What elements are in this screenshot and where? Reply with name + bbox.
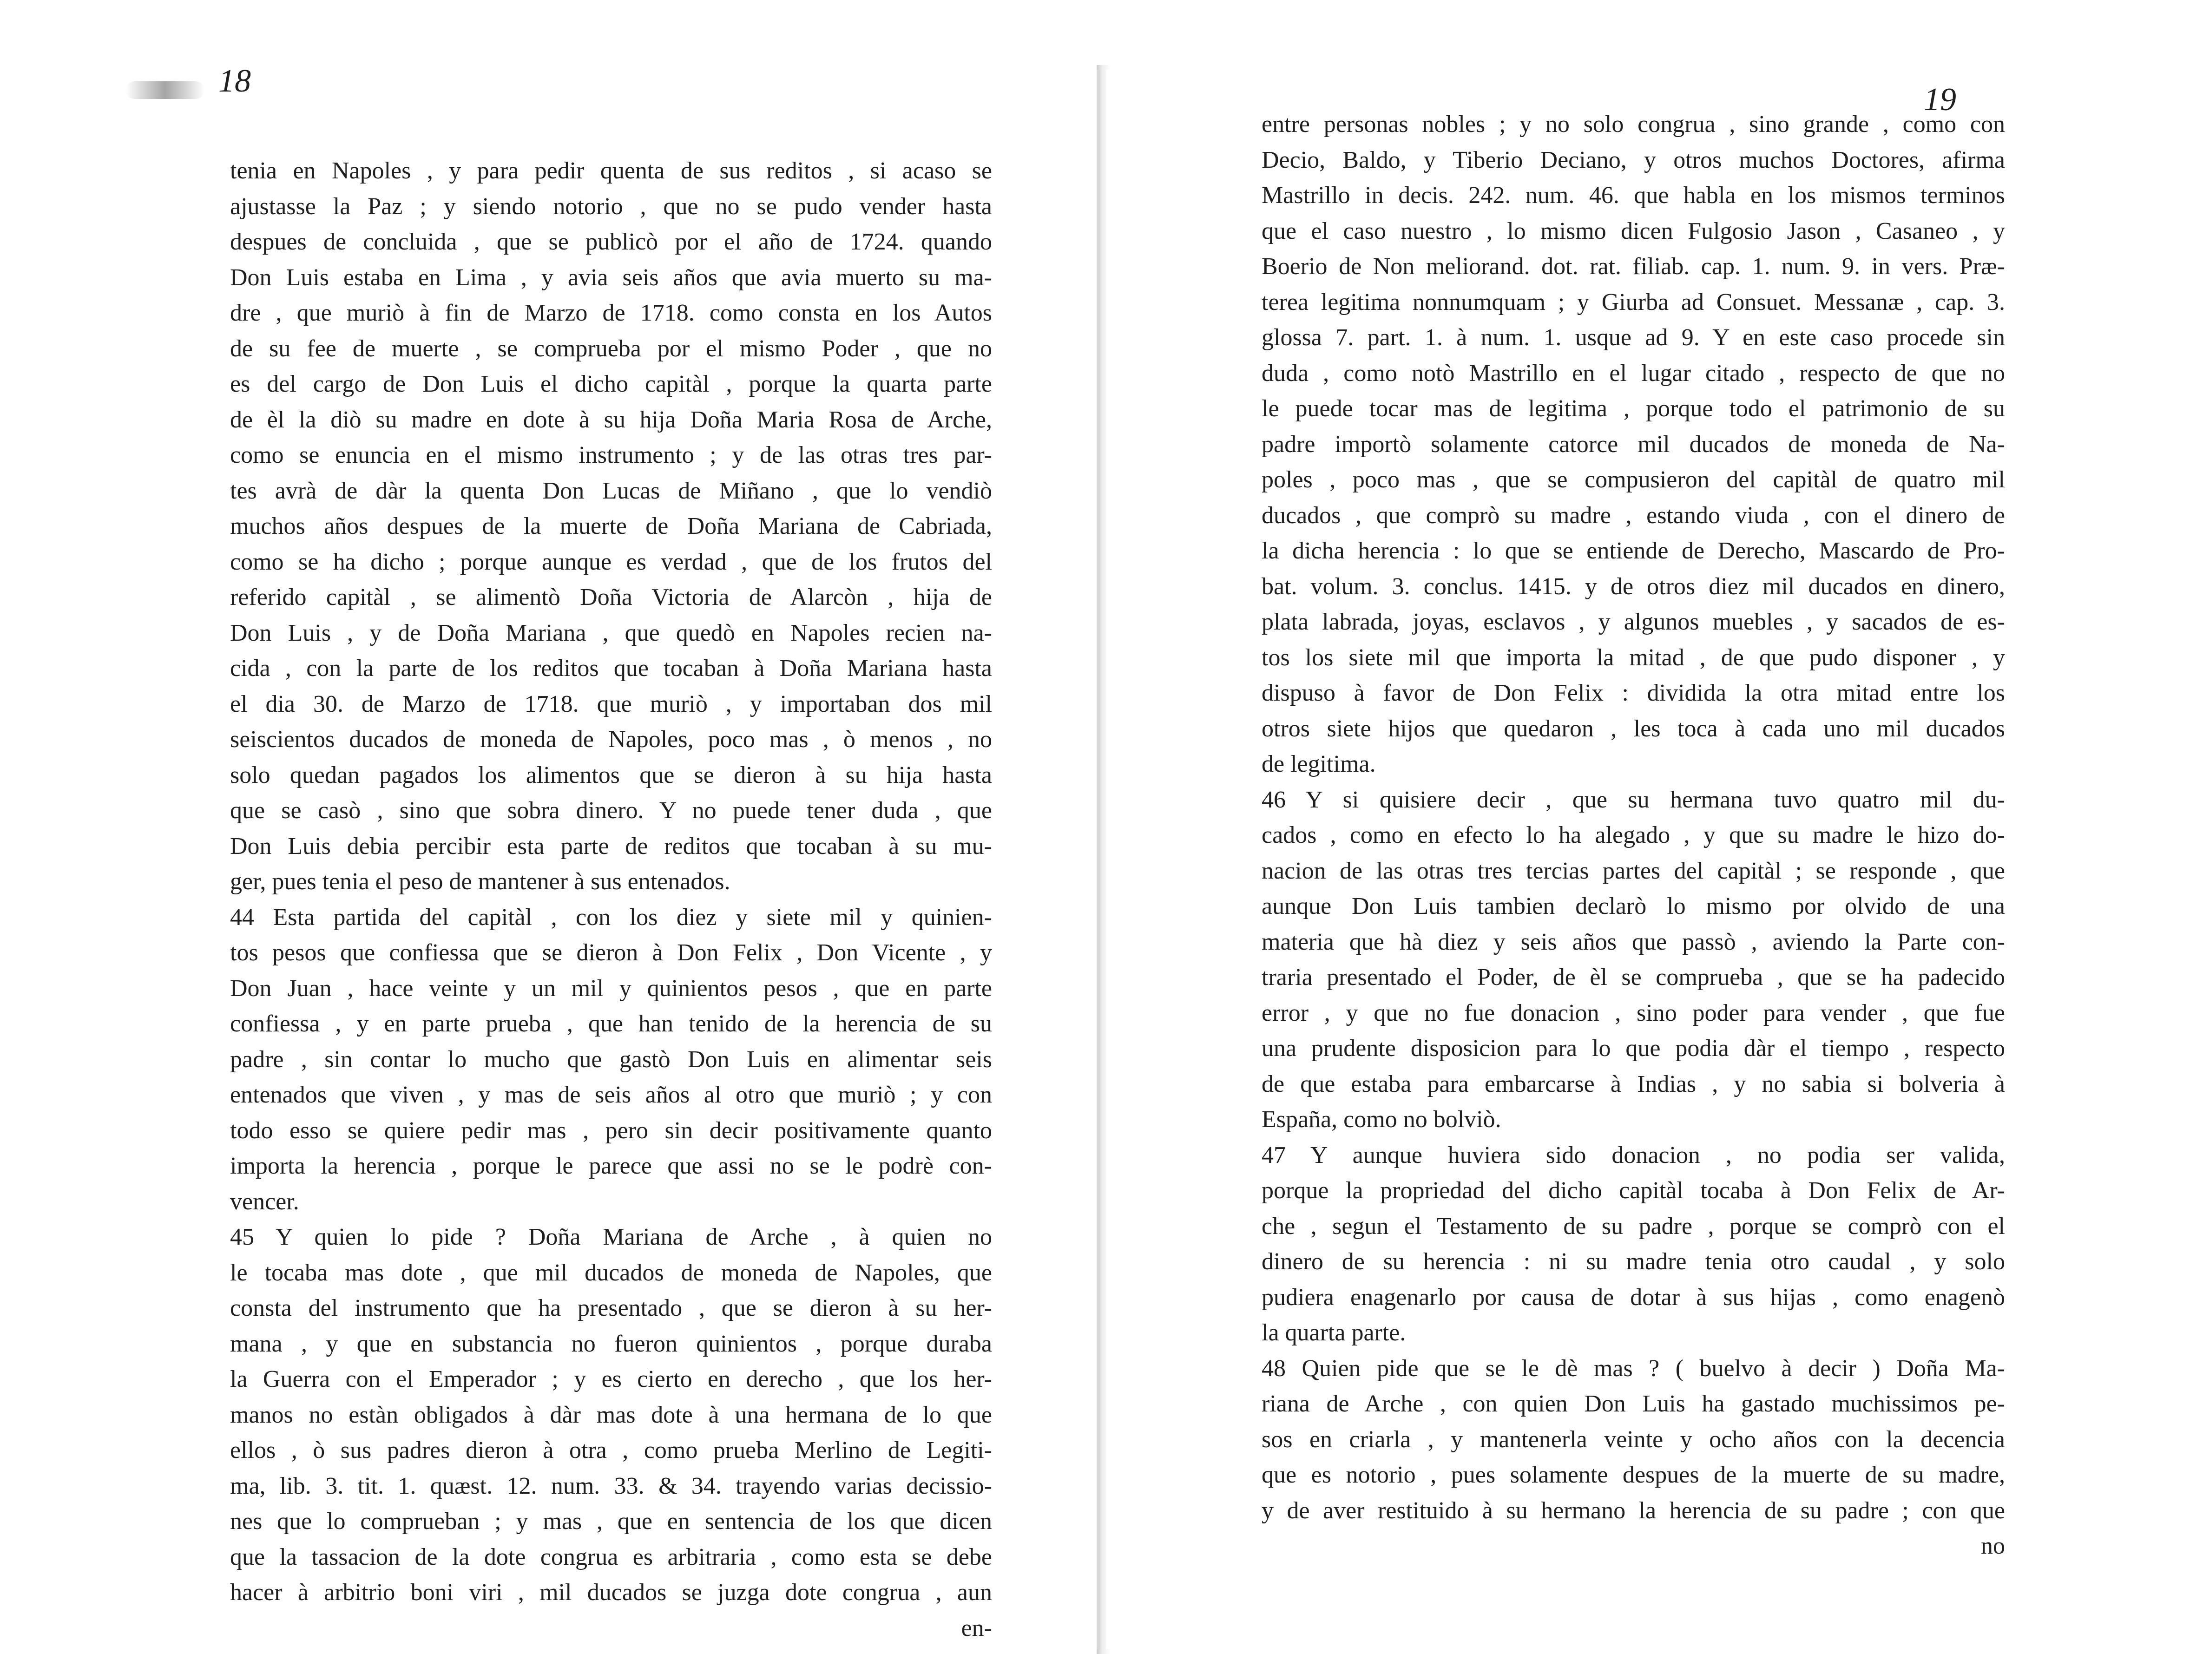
text-line: ellos , ò sus padres dieron à otra , como prueba Merlino de Legiti- <box>230 1437 992 1463</box>
text-line: glossa 7. part. 1. à num. 1. usque ad 9. Y en este caso procede sin <box>1262 324 2005 351</box>
text-line: plata labrada, joyas, esclavos , y algunos muebles , y sacados de es- <box>1262 609 2005 635</box>
text-line: de legitima. <box>1262 751 1376 777</box>
text-line: que la tassacion de la dote congrua es arbitraria , como esta se debe <box>230 1543 992 1570</box>
text-line: Don Luis debia percibir esta parte de reditos que tocaban à su mu- <box>230 833 992 860</box>
text-line: Mastrillo in decis. 242. num. 46. que habla en los mismos terminos <box>1262 182 2005 209</box>
text-line: despues de concluida , que se publicò por el año de 1724. quando <box>230 229 992 255</box>
text-line: pudiera enagenarlo por causa de dotar à sus hijas , como enagenò <box>1262 1284 2005 1311</box>
text-line: ger, pues tenia el peso de mantener à sus entenados. <box>230 868 730 895</box>
text-line: que se casò , sino que sobra dinero. Y no puede tener duda , que <box>230 797 992 824</box>
text-line: confiessa , y en parte prueba , que han tenido de la herencia de su <box>230 1011 992 1037</box>
text-line: cados , como en efecto lo ha alegado , y que su madre le hizo do- <box>1262 822 2005 848</box>
right-page-text <box>1262 107 2005 1564</box>
text-line: traria presentado el Poder, de èl se comprueba , que se ha padecido <box>1262 964 2005 991</box>
text-line: muchos años despues de la muerte de Doña Mariana de Cabriada, <box>230 513 992 539</box>
text-line: ajustasse la Paz ; y siendo notorio , que no se pudo vender hasta <box>230 193 992 220</box>
text-line: seiscientos ducados de moneda de Napoles, poco mas , ò menos , no <box>230 726 992 753</box>
text-line: 46 Y si quisiere decir , que su hermana tuvo quatro mil du- <box>1262 786 2005 813</box>
text-line: entre personas nobles ; y no solo congrua , sino grande , como con <box>1262 111 2005 138</box>
text-line: tenia en Napoles , y para pedir quenta de sus reditos , si acaso se <box>230 158 992 184</box>
text-line: duda , como notò Mastrillo en el lugar citado , respecto de que no <box>1262 360 2005 387</box>
text-line: mana , y que en substancia no fueron quinientos , porque duraba <box>230 1330 992 1357</box>
text-line: vencer. <box>230 1188 299 1215</box>
text-line: nes que lo comprueban ; y mas , que en sentencia de los que dicen <box>230 1508 992 1535</box>
text-line: que el caso nuestro , lo mismo dicen Fulgosio Jason , Casaneo , y <box>1262 217 2005 244</box>
text-line: y de aver restituido à su hermano la herencia de su padre ; con que <box>1262 1497 2005 1524</box>
text-line: como se ha dicho ; porque aunque es verdad , que de los frutos del <box>230 548 992 575</box>
text-line: padre , sin contar lo mucho que gastò Don Luis en alimentar seis <box>230 1046 992 1073</box>
text-line: como se enuncia en el mismo instrumento ; y de las otras tres par- <box>230 442 992 468</box>
text-line: referido capitàl , se alimentò Doña Victoria de Alarcòn , hija de <box>230 584 992 610</box>
ink-smudge <box>125 81 204 99</box>
text-line: porque la propriedad del dicho capitàl tocaba à Don Felix de Ar- <box>1262 1177 2005 1204</box>
text-line: la dicha herencia : lo que se entiende de Derecho, Mascardo de Pro- <box>1262 538 2005 564</box>
text-line: entenados que viven , y mas de seis años al otro que muriò ; y con <box>230 1082 992 1108</box>
text-line: ma, lib. 3. tit. 1. quæst. 12. num. 33. & 34. trayendo varias decissio- <box>230 1472 992 1499</box>
text-line: dinero de su herencia : ni su madre tenia otro caudal , y solo <box>1262 1248 2005 1275</box>
text-line: le puede tocar mas de legitima , porque todo el patrimonio de su <box>1262 395 2005 422</box>
text-line: Don Luis estaba en Lima , y avia seis años que avia muerto su ma- <box>230 264 992 291</box>
text-line: che , segun el Testamento de su padre , porque se comprò con el <box>1262 1213 2005 1240</box>
text-line: la quarta parte. <box>1262 1319 1406 1346</box>
left-page-text <box>230 153 992 1646</box>
text-line: tes avrà de dàr la quenta Don Lucas de Miñano , que lo vendiò <box>230 477 992 504</box>
text-line: aunque Don Luis tambien declarò lo mismo por olvido de una <box>1262 893 2005 919</box>
text-line: nacion de las otras tres tercias partes del capitàl ; se responde , que <box>1262 857 2005 884</box>
text-line: 44 Esta partida del capitàl , con los diez y siete mil y quinien- <box>230 904 992 931</box>
text-line: terea legitima nonnumquam ; y Giurba ad Consuet. Messanæ , cap. 3. <box>1262 289 2005 315</box>
text-line: Decio, Baldo, y Tiberio Deciano, y otros muchos Doctores, afirma <box>1262 146 2005 173</box>
text-line: dispuso à favor de Don Felix : dividida la otra mitad entre los <box>1262 680 2005 706</box>
text-line: sos en criarla , y mantenerla veinte y ocho años con la decencia <box>1262 1426 2005 1453</box>
text-line: poles , poco mas , que se compusieron del capitàl de quatro mil <box>1262 466 2005 493</box>
text-line: importa la herencia , porque le parece que assi no se le podrè con- <box>230 1153 992 1179</box>
text-line: 45 Y quien lo pide ? Doña Mariana de Arche , à quien no <box>230 1224 992 1250</box>
text-line: de èl la diò su madre en dote à su hija Doña Maria Rosa de Arche, <box>230 406 992 433</box>
text-line: Don Juan , hace veinte y un mil y quinientos pesos , que en parte <box>230 975 992 1002</box>
text-line: ducados , que comprò su madre , estando viuda , con el dinero de <box>1262 502 2005 529</box>
text-line: Don Luis , y de Doña Mariana , que quedò en Napoles recien na- <box>230 619 992 646</box>
text-line: manos no estàn obligados à dàr mas dote à una hermana de lo que <box>230 1401 992 1428</box>
text-line: en- <box>961 1614 992 1641</box>
page-number-left: 18 <box>218 63 251 99</box>
text-line: padre importò solamente catorce mil ducados de moneda de Na- <box>1262 431 2005 458</box>
text-line: 47 Y aunque huviera sido donacion , no podia ser valida, <box>1262 1142 2005 1168</box>
text-line: otros siete hijos que quedaron , les toca à cada uno mil ducados <box>1262 715 2005 742</box>
text-line: hacer à arbitrio boni viri , mil ducados se juzga dote congrua , aun <box>230 1579 992 1606</box>
text-line: solo quedan pagados los alimentos que se dieron à su hija hasta <box>230 761 992 788</box>
text-line: riana de Arche , con quien Don Luis ha gastado muchissimos pe- <box>1262 1391 2005 1417</box>
text-line: la Guerra con el Emperador ; y es cierto en derecho , que los her- <box>230 1366 992 1392</box>
text-line: 48 Quien pide que se le dè mas ? ( buelvo à decir ) Doña Ma- <box>1262 1355 2005 1382</box>
text-line: dre , que muriò à fin de Marzo de 1718. como consta en los Autos <box>230 300 992 326</box>
text-line: consta del instrumento que ha presentado , que se dieron à su her- <box>230 1295 992 1321</box>
text-line: error , y que no fue donacion , sino poder para vender , que fue <box>1262 999 2005 1026</box>
text-line: Boerio de Non meliorand. dot. rat. filiab. cap. 1. num. 9. in vers. Præ- <box>1262 253 2005 280</box>
text-line: el dia 30. de Marzo de 1718. que muriò , y importaban dos mil <box>230 690 992 717</box>
text-line: es del cargo de Don Luis el dicho capitàl , porque la quarta parte <box>230 371 992 397</box>
text-line: cida , con la parte de los reditos que tocaban à Doña Mariana hasta <box>230 655 992 682</box>
text-line: no <box>1981 1533 2005 1559</box>
text-line: materia que hà diez y seis años que passò , aviendo la Parte con- <box>1262 928 2005 955</box>
text-line: de que estaba para embarcarse à Indias , y no sabia si bolveria à <box>1262 1070 2005 1097</box>
text-line: tos los siete mil que importa la mitad , de que pudo disponer , y <box>1262 644 2005 671</box>
text-line: España, como no bolviò. <box>1262 1106 1501 1133</box>
text-line: todo esso se quiere pedir mas , pero sin decir positivamente quanto <box>230 1117 992 1144</box>
text-line: una prudente disposicion para lo que podia dàr el tiempo , respecto <box>1262 1035 2005 1062</box>
text-line: le tocaba mas dote , que mil ducados de moneda de Napoles, que <box>230 1259 992 1286</box>
page-number-right: 19 <box>1924 82 1956 118</box>
text-line: que es notorio , pues solamente despues de la muerte de su madre, <box>1262 1462 2005 1488</box>
text-line: tos pesos que confiessa que se dieron à Don Felix , Don Vicente , y <box>230 939 992 966</box>
text-line: bat. volum. 3. conclus. 1415. y de otros diez mil ducados en dinero, <box>1262 573 2005 600</box>
text-line: de su fee de muerte , se comprueba por el mismo Poder , que no <box>230 335 992 362</box>
